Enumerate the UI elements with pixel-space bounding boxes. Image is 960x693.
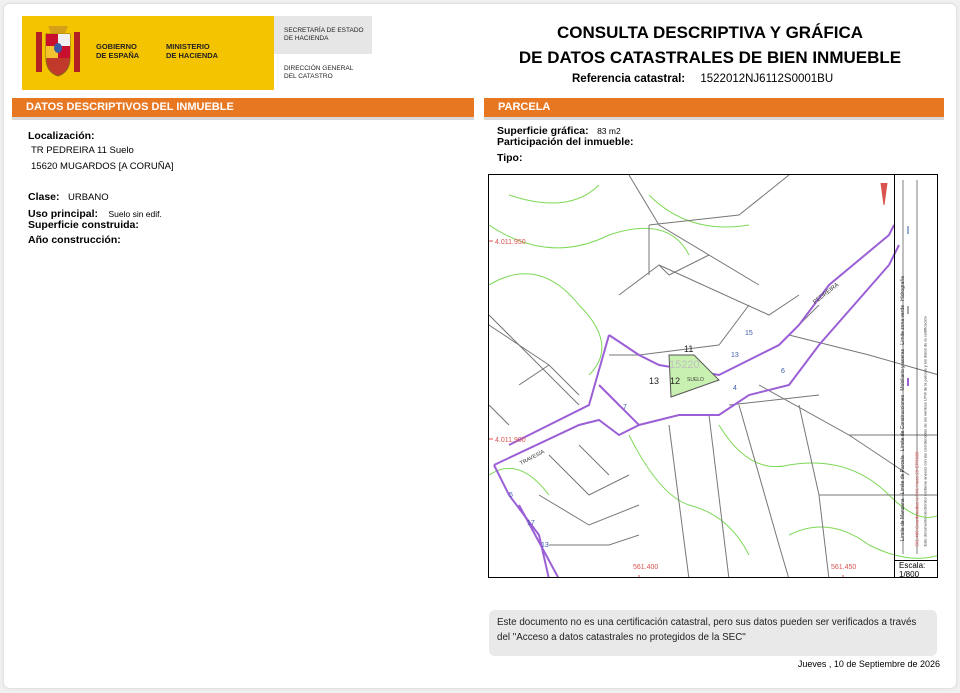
cadastral-map[interactable] <box>488 174 938 578</box>
scale-box <box>894 560 938 578</box>
participacion-label: Participación del inmueble: <box>497 136 634 148</box>
clase-value: URBANO <box>67 192 109 203</box>
map-legend <box>894 174 938 560</box>
disclaimer-note: Este documento no es una certificación catastral, pero sus datos pueden ser verificados a través del "Acceso a datos catastrales no protegidos de la SEC" <box>489 610 937 656</box>
section-bar-descriptive: DATOS DESCRIPTIVOS DEL INMUEBLE <box>12 98 474 117</box>
coord-n2: 4.011.900 <box>495 437 526 444</box>
svg-text:15: 15 <box>745 330 753 337</box>
section-bar-parcela: PARCELA <box>484 98 944 117</box>
scale-value: 1/800 <box>899 570 920 579</box>
svg-text:17: 17 <box>527 520 535 527</box>
svg-text:13: 13 <box>541 542 549 549</box>
parcel-boundary <box>669 425 689 578</box>
coord-e1: 561.400 <box>633 564 659 571</box>
lot-13-label: 13 <box>649 376 660 386</box>
secretaria-label: SECRETARÍA DE ESTADO DE HACIENDA <box>284 27 364 42</box>
street-label-pedreira: PEDREIRA <box>812 282 841 306</box>
parcel-boundary <box>639 305 749 355</box>
parcel-number-label: 15220 <box>669 359 700 371</box>
superficie-grafica-label: Superficie gráfica: <box>497 125 589 137</box>
legend-item-hidrografia: Hidrografía <box>900 276 906 301</box>
lot-12-label: 12 <box>670 376 681 386</box>
contour-line <box>649 195 749 227</box>
svg-text:6: 6 <box>781 368 785 375</box>
clase-row <box>28 187 109 205</box>
svg-text:7: 7 <box>623 404 627 411</box>
parcel-boundary <box>489 315 579 405</box>
north-arrow-icon <box>881 183 887 205</box>
title-line-1: CONSULTA DESCRIPTIVA Y GRÁFICA <box>556 23 864 42</box>
coat-of-arms-icon <box>32 24 84 80</box>
subparcel-label: SUELO <box>687 377 704 383</box>
parcel-boundary <box>739 405 789 578</box>
document-date: Jueves , 10 de Septiembre de 2026 <box>797 659 940 669</box>
tipo-label: Tipo: <box>497 152 523 164</box>
scale-label: Escala: <box>899 561 926 570</box>
legend-items <box>900 181 906 541</box>
ref-value: 1522012NJ6112S0001BU <box>700 73 834 85</box>
coord-n1: 4.011.950 <box>495 239 526 246</box>
legend-item-zona-verde: Límite zona verde <box>900 305 906 345</box>
parcel-boundary <box>579 445 609 475</box>
manzana-boundary <box>494 465 549 578</box>
parcel-boundary <box>519 365 579 395</box>
parcel-boundary <box>619 265 669 295</box>
address-line-2: 15620 MUGARDOS [A CORUÑA] <box>31 161 174 172</box>
parcel-boundary <box>539 495 639 525</box>
contour-line <box>489 274 602 375</box>
uso-label: Uso principal: <box>28 208 99 220</box>
direccion-label: DIRECCIÓN GENERAL DEL CATASTRO <box>284 65 354 80</box>
title-line-2: DE DATOS CATASTRALES DE BIEN INMUEBLE <box>518 48 902 67</box>
ministerio-label: MINISTERIO DE HACIENDA <box>166 42 219 60</box>
parcel-boundary <box>799 405 829 578</box>
superficie-grafica-value: 83 m2 <box>597 126 621 136</box>
parcel-boundary <box>489 325 549 365</box>
street-label-travesia: TRAVESÍA <box>519 449 546 467</box>
parcel-boundary <box>549 455 629 495</box>
svg-text:13: 13 <box>731 352 739 359</box>
svg-text:5: 5 <box>509 492 513 499</box>
legend-item-parcela: Límite de Parcela <box>900 455 906 495</box>
gobierno-label: GOBIERNO DE ESPAÑA <box>96 42 140 60</box>
superficie-construida-label: Superficie construida: <box>28 219 139 231</box>
cadastral-reference <box>572 73 833 85</box>
ref-label: Referencia catastral: <box>572 73 686 85</box>
parcel-boundary <box>549 535 639 545</box>
parcel-boundary <box>659 265 799 315</box>
parcel-boundary <box>489 405 509 425</box>
parcel-boundary <box>649 175 789 225</box>
manzana-boundary <box>609 225 894 375</box>
legend-item-construcciones: Límite de Construcciones <box>900 394 906 452</box>
clase-label: Clase: <box>28 191 60 203</box>
uso-value: Suelo sin edif. <box>108 209 162 219</box>
contour-line <box>509 185 599 203</box>
manzana-boundary <box>599 385 639 425</box>
lot-11-label: 11 <box>684 344 694 354</box>
manzana-boundary <box>519 505 559 578</box>
contour-line <box>629 435 749 555</box>
legend-item-mobiliario: Mobiliario y aceras <box>900 348 906 391</box>
manzana-boundary <box>509 335 609 445</box>
legend-item-manzana: Límite de Manzana <box>900 498 906 541</box>
anio-construccion-label: Año construcción: <box>28 234 121 246</box>
document-title <box>500 20 920 70</box>
parcel-boundary <box>669 255 709 275</box>
svg-text:4: 4 <box>733 385 737 392</box>
address-line-1: TR PEDREIRA 11 Suelo <box>31 145 134 156</box>
parcel-boundary <box>709 415 729 578</box>
localizacion-label: Localización: <box>28 130 95 142</box>
coord-e2: 561.450 <box>831 564 857 571</box>
legend-crs: 561.400 Coordenadas U.T.M. Huso 29 ETRS89 <box>914 451 920 547</box>
legend-note: Este documento electrónico contiene anexos con las coordenadas de los vértices UTM de la parcela y los datos de la certificación <box>922 316 928 547</box>
map-drawing <box>489 175 938 578</box>
